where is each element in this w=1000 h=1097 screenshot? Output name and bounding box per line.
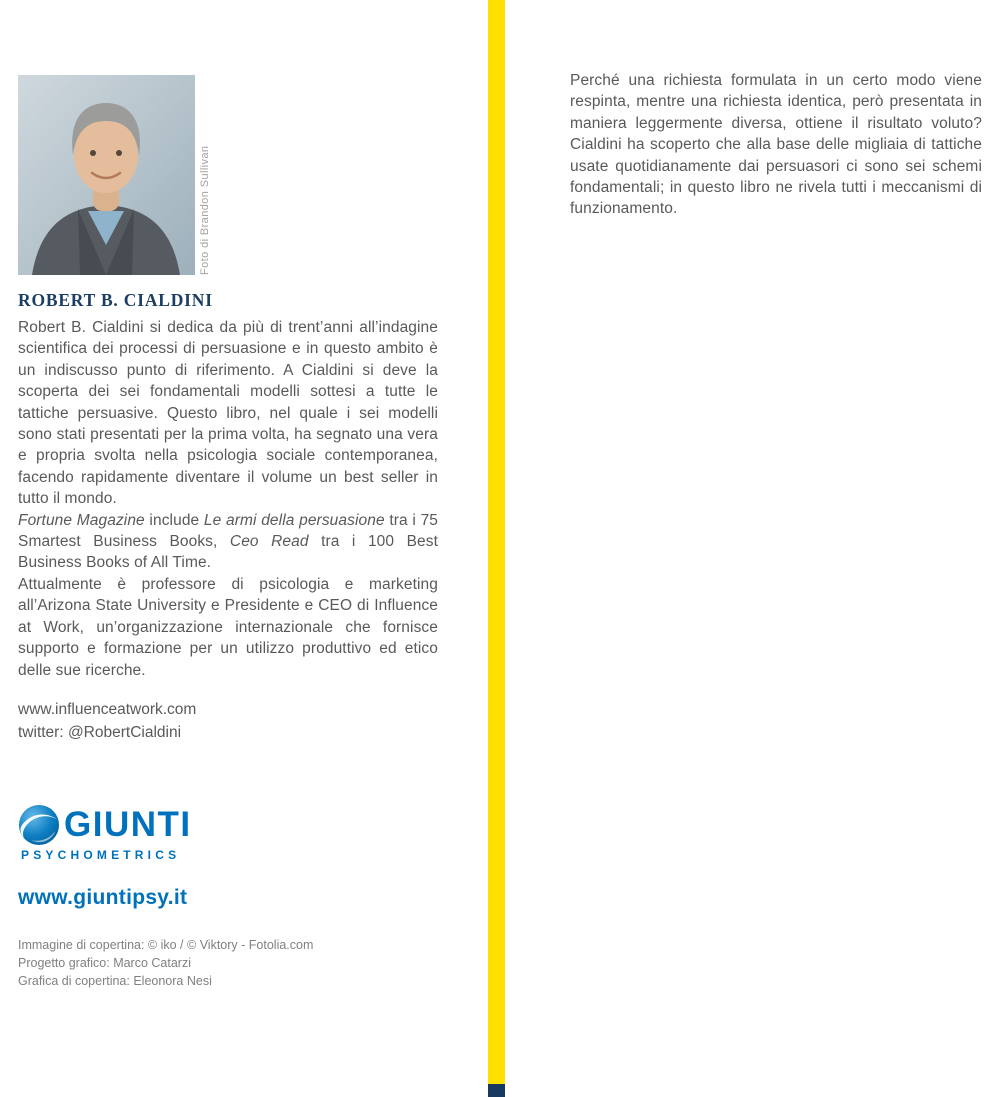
fortune-text-1: include: [144, 511, 204, 529]
yellow-spine-stripe: [488, 0, 505, 1097]
credit-cover-image: Immagine di copertina: © iko / © Viktory - Fotolia.com: [18, 937, 314, 952]
credit-cover-graphics: Grafica di copertina: Eleonora Nesi: [18, 973, 212, 988]
credit-graphic-design: Progetto grafico: Marco Catarzi: [18, 955, 191, 970]
giunti-globe-icon: [18, 804, 60, 846]
book-title-italic: Le armi della persuasione: [203, 511, 385, 529]
fortune-text-3: tra i 100 Best Business Books of All Time.: [18, 533, 438, 572]
book-intro-paragraph: Perché una richiesta formulata in un certo modo viene respinta, mentre una richiesta identica, però presentata in maniera leggermente diversa, ottiene il risultato voluto? Cialdini ha scoperto che alla base delle migliaia di tattiche usate quotidianamente dai persuasori ci sono sei schemi fondamentali; in questo libro ne rivela tutti i meccanismi di funzionamento.: [570, 72, 982, 218]
fortune-magazine-title: Fortune Magazine: [18, 511, 145, 529]
author-website-url: www.influenceatwork.com: [18, 700, 197, 718]
author-portrait-image: [18, 75, 195, 275]
right-column: [570, 70, 982, 220]
credits-block: [18, 936, 438, 990]
author-contact-block: [18, 698, 438, 744]
publisher-website-url: www.giuntipsy.it: [18, 885, 188, 909]
spine-footer-navy-block: [488, 1084, 505, 1097]
author-bio-paragraph: Robert B. Cialdini si dedica da più di trent’anni all’indagine scientifica dei processi di persuasione e in questo ambito è un indiscusso punto di riferimento. A Cialdini si deve la scoperta dei sei fondamentali modelli sottesi a tutte le tattiche persuasive. Questo libro, nel quale i sei modelli sono stati presentati per la prima volta, ha segnato una vera e propria svolta nella psicologia sociale contemporanea, facendo rapidamente diventare il volume un best seller in tutto il mondo.: [18, 319, 438, 508]
publisher-logo-row: [18, 804, 438, 846]
author-role-paragraph: Attualmente è professore di psicologia e marketing all’Arizona State University e Presidente e CEO di Influence at Work, un’organizzazione internazionale che fornisce supporto e formazione per un utilizzo produttivo ed etico delle sue ricerche.: [18, 575, 438, 679]
fortune-mention-paragraph: [18, 510, 438, 574]
fortune-text-2: tra i 75 Smartest Business Books,: [18, 511, 439, 551]
ceo-read-title: Ceo Read: [229, 533, 309, 551]
publisher-name: GIUNTI: [64, 805, 192, 845]
author-photo-block: [18, 75, 211, 275]
author-twitter-handle: twitter: @RobertCialdini: [18, 723, 182, 741]
publisher-logo-block: [18, 804, 438, 910]
publisher-subname: PSYCHOMETRICS: [21, 847, 181, 862]
author-name-heading: ROBERT B. CIALDINI: [18, 290, 213, 310]
left-column: [18, 75, 438, 990]
photo-credit-caption: Foto di Brandon Sullivan: [199, 145, 211, 275]
